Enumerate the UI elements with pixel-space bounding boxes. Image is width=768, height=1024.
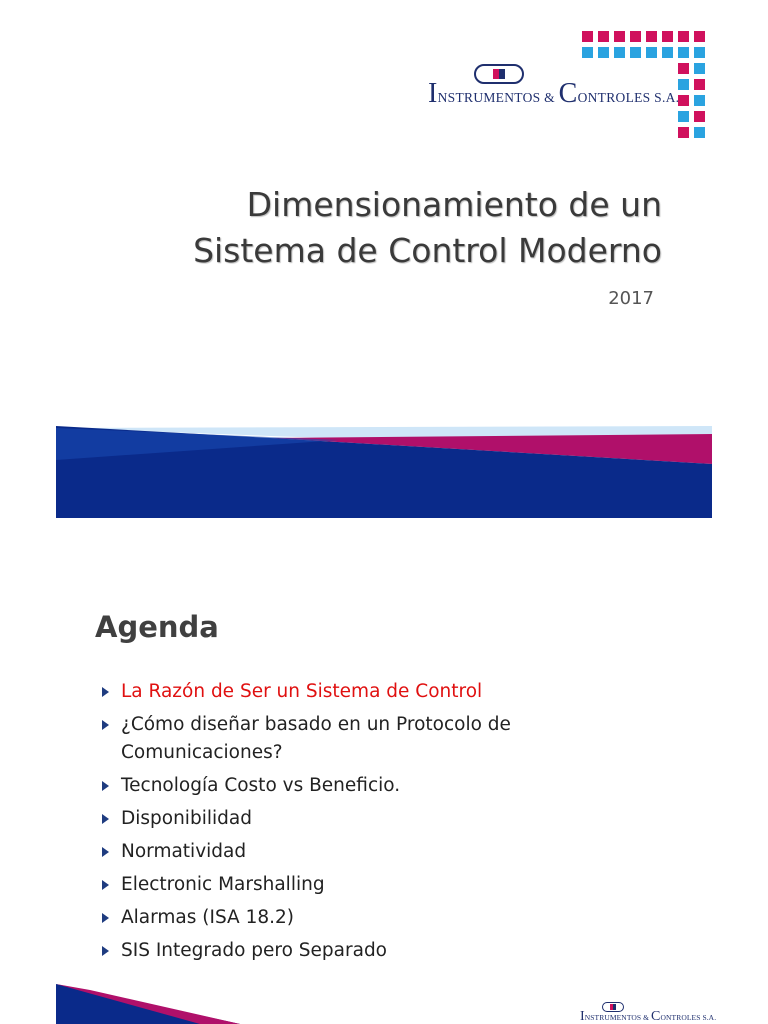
slide-title: [132, 182, 662, 274]
list-item: La Razón de Ser un Sistema de Control: [100, 678, 660, 706]
logo-square: [582, 31, 593, 42]
logo-square: [630, 47, 641, 58]
logo-square: [614, 31, 625, 42]
logo-square: [694, 111, 705, 122]
logo-square: [694, 79, 705, 90]
logo-square: [694, 63, 705, 74]
logo-square: [694, 31, 705, 42]
logo-square: [678, 63, 689, 74]
logo-square: [662, 47, 673, 58]
list-item: Normatividad: [100, 838, 660, 866]
list-item: SIS Integrado pero Separado: [100, 937, 660, 965]
bullet-arrow-icon: [102, 913, 109, 923]
decorative-band: [0, 420, 768, 520]
logo-square: [630, 31, 641, 42]
logo-emblem-icon: [602, 1002, 624, 1012]
logo-square: [646, 47, 657, 58]
bullet-arrow-icon: [102, 946, 109, 956]
bullet-arrow-icon: [102, 781, 109, 791]
title-line-2: Sistema de Control Moderno: [193, 231, 662, 270]
bullet-arrow-icon: [102, 687, 109, 697]
logo-square: [694, 47, 705, 58]
year-label: 2017: [608, 288, 654, 309]
list-item: Tecnología Costo vs Beneficio.: [100, 772, 660, 800]
title-line-1: Dimensionamiento de un: [246, 185, 662, 224]
logo-emblem-icon: [474, 64, 524, 84]
list-item: Electronic Marshalling: [100, 871, 660, 899]
logo-square: [678, 127, 689, 138]
footer-band: [0, 980, 260, 1024]
company-logo: [428, 58, 678, 114]
footer-logo-text: INSTRUMENTOS & CONTROLES S.A.: [580, 1009, 717, 1024]
logo-square: [678, 47, 689, 58]
bullet-arrow-icon: [102, 720, 109, 730]
list-item: ¿Cómo diseñar basado en un Protocolo de Comunicaciones?: [100, 711, 660, 767]
logo-square: [646, 31, 657, 42]
logo-square: [614, 47, 625, 58]
logo-square: [678, 79, 689, 90]
logo-square: [678, 95, 689, 106]
list-item: Disponibilidad: [100, 805, 660, 833]
bullet-arrow-icon: [102, 847, 109, 857]
agenda-list: [100, 678, 660, 970]
logo-square: [662, 31, 673, 42]
logo-square: [678, 111, 689, 122]
logo-square: [598, 47, 609, 58]
footer-logo: [580, 1000, 720, 1024]
logo-square: [582, 47, 593, 58]
bullet-arrow-icon: [102, 814, 109, 824]
agenda-heading: Agenda: [95, 610, 219, 644]
bullet-arrow-icon: [102, 880, 109, 890]
logo-text: INSTRUMENTOS & CONTROLES S.A.: [428, 78, 680, 109]
list-item: Alarmas (ISA 18.2): [100, 904, 660, 932]
logo-square: [694, 95, 705, 106]
logo-square: [598, 31, 609, 42]
logo-square: [678, 31, 689, 42]
logo-square: [694, 127, 705, 138]
